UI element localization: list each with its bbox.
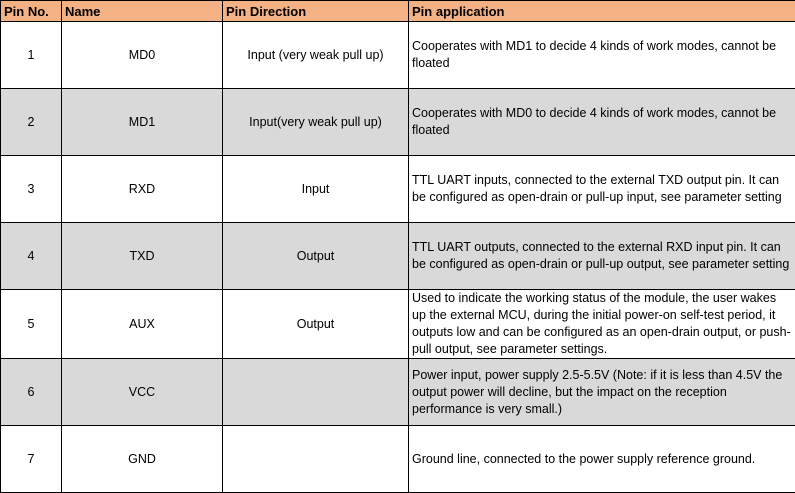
pin-direction-cell (223, 359, 409, 426)
pin-name-cell: TXD (62, 223, 223, 290)
pin-name-cell: MD0 (62, 22, 223, 89)
pin-number-cell: 2 (1, 89, 62, 156)
table-row (1, 89, 795, 156)
table-row (1, 223, 795, 290)
pin-application-cell: TTL UART inputs, connected to the external TXD output pin. It can be configured as open-drain or pull-up input, see parameter setting (409, 156, 795, 223)
table-row (1, 290, 795, 359)
pin-application-cell: Cooperates with MD0 to decide 4 kinds of work modes, cannot be floated (409, 89, 795, 156)
pin-direction-cell: Output (223, 223, 409, 290)
header-pin-direction: Pin Direction (223, 1, 409, 22)
header-pin-no: Pin No. (1, 1, 62, 22)
pin-number-cell: 7 (1, 426, 62, 493)
pin-name-cell: GND (62, 426, 223, 493)
table-row (1, 22, 795, 89)
pin-application-cell: Used to indicate the working status of the module, the user wakes up the external MCU, during the initial power-on self-test period, it outputs low and can be configured as an open-drain output, or push-pull output, see parameter settings. (409, 290, 795, 359)
pin-application-cell: TTL UART outputs, connected to the external RXD input pin. It can be configured as open-drain or pull-up output, see parameter setting (409, 223, 795, 290)
table-row (1, 359, 795, 426)
pin-name-cell: RXD (62, 156, 223, 223)
pin-number-cell: 6 (1, 359, 62, 426)
header-pin-application: Pin application (409, 1, 795, 22)
pin-direction-cell (223, 426, 409, 493)
pin-direction-cell: Input (223, 156, 409, 223)
pin-application-cell: Power input, power supply 2.5-5.5V (Note: if it is less than 4.5V the output power will decline, but the impact on the reception performance is very small.) (409, 359, 795, 426)
pin-direction-cell: Output (223, 290, 409, 359)
table-header-row (1, 1, 795, 22)
pin-direction-cell: Input (very weak pull up) (223, 22, 409, 89)
pin-number-cell: 5 (1, 290, 62, 359)
pin-number-cell: 3 (1, 156, 62, 223)
pin-name-cell: VCC (62, 359, 223, 426)
pin-number-cell: 4 (1, 223, 62, 290)
pin-name-cell: AUX (62, 290, 223, 359)
table-row (1, 426, 795, 493)
pin-direction-cell: Input(very weak pull up) (223, 89, 409, 156)
header-name: Name (62, 1, 223, 22)
pin-application-cell: Cooperates with MD1 to decide 4 kinds of work modes, cannot be floated (409, 22, 795, 89)
table-row (1, 156, 795, 223)
pin-application-cell: Ground line, connected to the power supply reference ground. (409, 426, 795, 493)
pin-number-cell: 1 (1, 22, 62, 89)
pin-name-cell: MD1 (62, 89, 223, 156)
